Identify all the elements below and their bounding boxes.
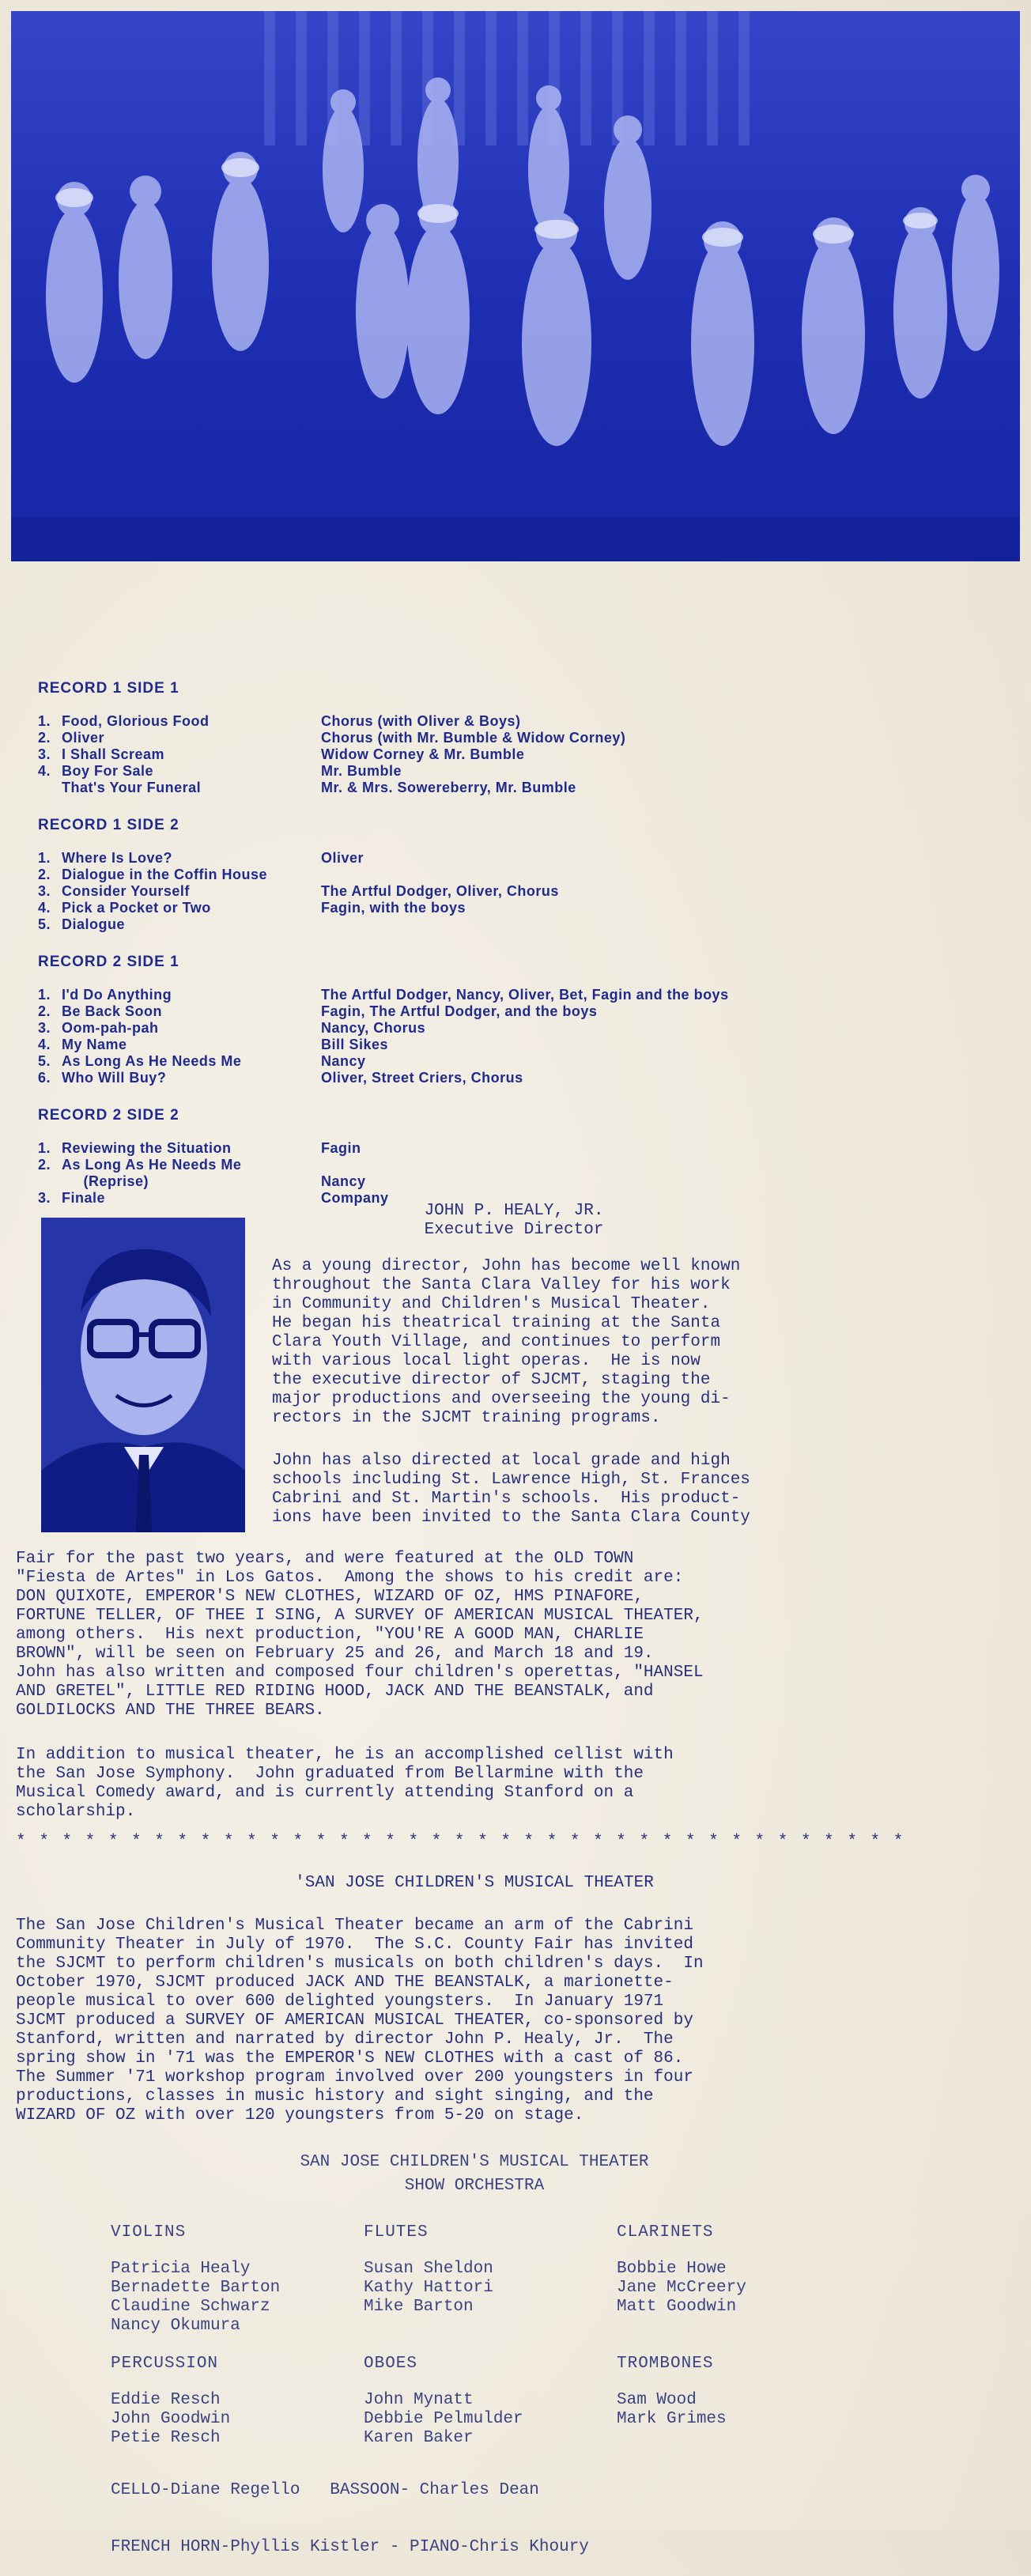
track-title: Reviewing the Situation (62, 1140, 232, 1156)
orchestra-member: Debbie Pelmulder (364, 2410, 523, 2428)
track-row (38, 1140, 1003, 1157)
track-title: As Long As He Needs Me (62, 1157, 242, 1173)
record-section-title: RECORD 1 SIDE 2 (38, 817, 179, 833)
orchestra-member: Susan Sheldon (364, 2260, 493, 2278)
track-title: As Long As He Needs Me (62, 1053, 242, 1069)
orchestra-heading-line2: SHOW ORCHESTRA (404, 2177, 545, 2195)
track-title: Finale (62, 1190, 106, 1206)
track-row (38, 1003, 1003, 1020)
track-title: Oom-pah-pah (62, 1020, 159, 1036)
track-row (38, 1037, 1003, 1053)
track-number: 3. (38, 1020, 51, 1036)
orchestra-member: Patricia Healy (111, 2260, 251, 2278)
track-number: 1. (38, 1140, 51, 1156)
orchestra-member: Eddie Resch (111, 2391, 221, 2409)
director-portrait-image (41, 1218, 245, 1532)
orchestra-member: Claudine Schwarz (111, 2298, 270, 2316)
record-section-title: RECORD 2 SIDE 2 (38, 1107, 179, 1124)
track-title: Boy For Sale (62, 763, 154, 779)
orchestra-member: Karen Baker (364, 2429, 474, 2447)
bio-paragraph-2: John has also directed at local grade and high schools including St. Lawrence High, St. Frances Cabrini and St. Martin's schools. His product- ions have been invited to the Santa Clara County (272, 1452, 750, 1527)
orchestra-section-title: PERCUSSION (111, 2355, 219, 2373)
bio-paragraph-1: As a young director, John has become well known throughout the Santa Clara Valley for his work in Community and Children's Musical Theater. He began his theatrical training at the Santa Clara Youth Village, and continues to perform with various local light operas. He is now the executive director of SJCMT, staging the major productions and overseeing the young di- rectors in the SJCMT training programs. (272, 1257, 741, 1427)
track-number: 4. (38, 763, 51, 779)
orchestra-row (111, 2223, 980, 2336)
track-title: Who Will Buy? (62, 1070, 167, 1086)
orchestra-heading (158, 2151, 791, 2198)
track-performers: Fagin, with the boys (321, 900, 466, 916)
track-title: That's Your Funeral (62, 780, 202, 795)
orchestra-section-title: OBOES (364, 2355, 418, 2373)
track-row (38, 867, 1003, 883)
orchestra-section (111, 2223, 364, 2336)
track-performers: Chorus (with Mr. Bumble & Widow Corney) (321, 730, 626, 746)
track-row (38, 730, 1003, 746)
record-section-title: RECORD 1 SIDE 1 (38, 680, 179, 697)
record-section (38, 817, 1003, 933)
track-number: 3. (38, 883, 51, 899)
orchestra-section-title: VIOLINS (111, 2223, 187, 2242)
track-performers: Company (321, 1190, 389, 1206)
track-title: Food, Glorious Food (62, 713, 210, 729)
track-title: I Shall Scream (62, 746, 165, 762)
track-title: My Name (62, 1037, 127, 1052)
track-title: I'd Do Anything (62, 987, 172, 1003)
track-number: 3. (38, 746, 51, 762)
track-performers: Nancy, Chorus (321, 1020, 426, 1036)
track-performers: Widow Corney & Mr. Bumble (321, 746, 525, 762)
cast-photo-image (11, 11, 1020, 561)
track-number: 5. (38, 1053, 51, 1069)
track-row (38, 1070, 1003, 1086)
track-row (38, 1173, 1003, 1190)
track-title: Dialogue (62, 916, 126, 932)
bio-heading (395, 1202, 633, 1240)
track-performers: Bill Sikes (321, 1037, 389, 1052)
track-title: Where Is Love? (62, 850, 173, 866)
track-performers: Oliver, Street Criers, Chorus (321, 1070, 523, 1086)
track-row (38, 987, 1003, 1003)
cast-photo (11, 11, 1020, 561)
orchestra-member: Kathy Hattori (364, 2279, 493, 2297)
track-number (38, 1173, 62, 1190)
track-number: 2. (38, 730, 51, 746)
track-title: Consider Yourself (62, 883, 190, 899)
orchestra-section-title: TROMBONES (617, 2355, 714, 2373)
track-row (38, 883, 1003, 900)
director-name: JOHN P. HEALY, JR. (424, 1202, 604, 1220)
orchestra-member: Bernadette Barton (111, 2279, 281, 2297)
track-performers (321, 916, 1003, 933)
orchestra-section (617, 2355, 870, 2448)
track-performers: Nancy (321, 1173, 366, 1189)
orchestra-member: Nancy Okumura (111, 2317, 240, 2335)
orchestra-member: Mike Barton (364, 2298, 474, 2316)
orchestra-heading-line1: SAN JOSE CHILDREN'S MUSICAL THEATER (300, 2153, 649, 2171)
orchestra-member: John Mynatt (364, 2391, 474, 2409)
orchestra-roster (111, 2223, 980, 2448)
track-performers: The Artful Dodger, Oliver, Chorus (321, 883, 559, 899)
track-number: 2. (38, 1157, 51, 1173)
track-performers: Oliver (321, 850, 364, 866)
track-list (38, 680, 1003, 1227)
orchestra-section (617, 2223, 870, 2336)
track-row (38, 713, 1003, 730)
track-performers: Fagin (321, 1140, 361, 1156)
star-divider: * * * * * * * * * * * * * * * * * * * * * * * * * * * * * * * * * * * * * * * (16, 1833, 905, 1851)
track-performers (321, 1157, 1003, 1173)
track-number (38, 780, 62, 796)
orchestra-member: Jane McCreery (617, 2279, 746, 2297)
track-performers: Chorus (with Oliver & Boys) (321, 713, 521, 729)
track-performers: Mr. Bumble (321, 763, 402, 779)
track-title: Be Back Soon (62, 1003, 163, 1019)
orchestra-section-title: CLARINETS (617, 2223, 714, 2242)
track-number: 5. (38, 916, 51, 932)
track-number: 6. (38, 1070, 51, 1086)
sjcmt-heading: 'SAN JOSE CHILDREN'S MUSICAL THEATER (295, 1874, 654, 1892)
orchestra-misc-line2: FRENCH HORN-Phyllis Kistler - PIANO-Chris Khoury (111, 2538, 589, 2556)
track-number: 1. (38, 987, 51, 1003)
track-row (38, 916, 1003, 933)
orchestra-misc-line1: CELLO-Diane Regello BASSOON- Charles Dean (111, 2481, 539, 2499)
sjcmt-history: The San Jose Children's Musical Theater became an arm of the Cabrini Community Theater in July of 1970. The S.C. County Fair has invited the SJCMT to perform children's musicals on both children's days. In October 1970, SJCMT produced JACK AND THE BEANSTALK, a marionette- people musical to over 600 delighted youngsters. In January 1971 SJCMT produced a SURVEY OF AMERICAN MUSICAL THEATER, co-sponsored by Stanford, written and narrated by director John P. Healy, Jr. The spring show in '71 was the EMPEROR'S NEW CLOTHES with a cast of 86. The Summer '71 workshop program involved over 200 youngsters in four productions, classes in music history and sight singing, and the WIZARD OF OZ with over 120 youngsters from 5-20 on stage. (16, 1917, 704, 2125)
director-role: Executive Director (424, 1221, 604, 1239)
orchestra-row (111, 2355, 980, 2448)
record-section-title: RECORD 2 SIDE 1 (38, 954, 179, 970)
track-performers (321, 867, 1003, 883)
director-portrait (41, 1218, 245, 1532)
orchestra-member: Petie Resch (111, 2429, 221, 2447)
track-title: Dialogue in the Coffin House (62, 867, 267, 882)
record-section (38, 1107, 1003, 1207)
track-row (38, 780, 1003, 796)
track-row (38, 1053, 1003, 1070)
track-row (38, 746, 1003, 763)
track-title: (Reprise) (62, 1173, 149, 1189)
orchestra-section-title: FLUTES (364, 2223, 429, 2242)
orchestra-section (364, 2355, 617, 2448)
track-number: 1. (38, 713, 51, 729)
orchestra-member: Sam Wood (617, 2391, 697, 2409)
orchestra-member: Bobbie Howe (617, 2260, 727, 2278)
record-section (38, 954, 1003, 1086)
spacer (111, 2336, 980, 2355)
track-number: 4. (38, 1037, 51, 1052)
bio-paragraph-4: In addition to musical theater, he is an accomplished cellist with the San Jose Symphony. John graduated from Bellarmine with the Musical Comedy award, and is currently attending Stanford on a scholarship. (16, 1746, 674, 1821)
track-number: 4. (38, 900, 51, 916)
track-performers: The Artful Dodger, Nancy, Oliver, Bet, Fagin and the boys (321, 987, 729, 1003)
track-performers: Mr. & Mrs. Sowereberry, Mr. Bumble (321, 780, 576, 795)
track-title: Oliver (62, 730, 105, 746)
track-number: 2. (38, 867, 51, 882)
track-number: 3. (38, 1190, 51, 1206)
track-row (38, 763, 1003, 780)
track-row (38, 1157, 1003, 1173)
record-section (38, 680, 1003, 796)
track-row (38, 1020, 1003, 1037)
track-row (38, 900, 1003, 916)
orchestra-member: John Goodwin (111, 2410, 231, 2428)
track-performers: Fagin, The Artful Dodger, and the boys (321, 1003, 598, 1019)
track-number: 2. (38, 1003, 51, 1019)
orchestra-misc (111, 2443, 980, 2576)
track-title: Pick a Pocket or Two (62, 900, 211, 916)
orchestra-section (111, 2355, 364, 2448)
track-number: 1. (38, 850, 51, 866)
track-performers: Nancy (321, 1053, 366, 1069)
bio-paragraph-3: Fair for the past two years, and were featured at the OLD TOWN "Fiesta de Artes" in Los Gatos. Among the shows to his credit are: DON QUIXOTE, EMPEROR'S NEW CLOTHES, WIZARD OF OZ, HMS PINAFORE, FORTUNE TELLER, OF THEE I SING, A SURVEY OF AMERICAN MUSICAL THEATER, among others. His next production, "YOU'RE A GOOD MAN, CHARLIE BROWN", will be seen on February 25 and 26, and March 18 and 19. John has also written and composed four children's operettas, "HANSEL AND GRETEL", LITTLE RED RIDING HOOD, JACK AND THE BEANSTALK, and GOLDILOCKS AND THE THREE BEARS. (16, 1550, 704, 1720)
orchestra-member: Mark Grimes (617, 2410, 727, 2428)
orchestra-member: Matt Goodwin (617, 2298, 737, 2316)
orchestra-section (364, 2223, 617, 2336)
track-row (38, 850, 1003, 867)
